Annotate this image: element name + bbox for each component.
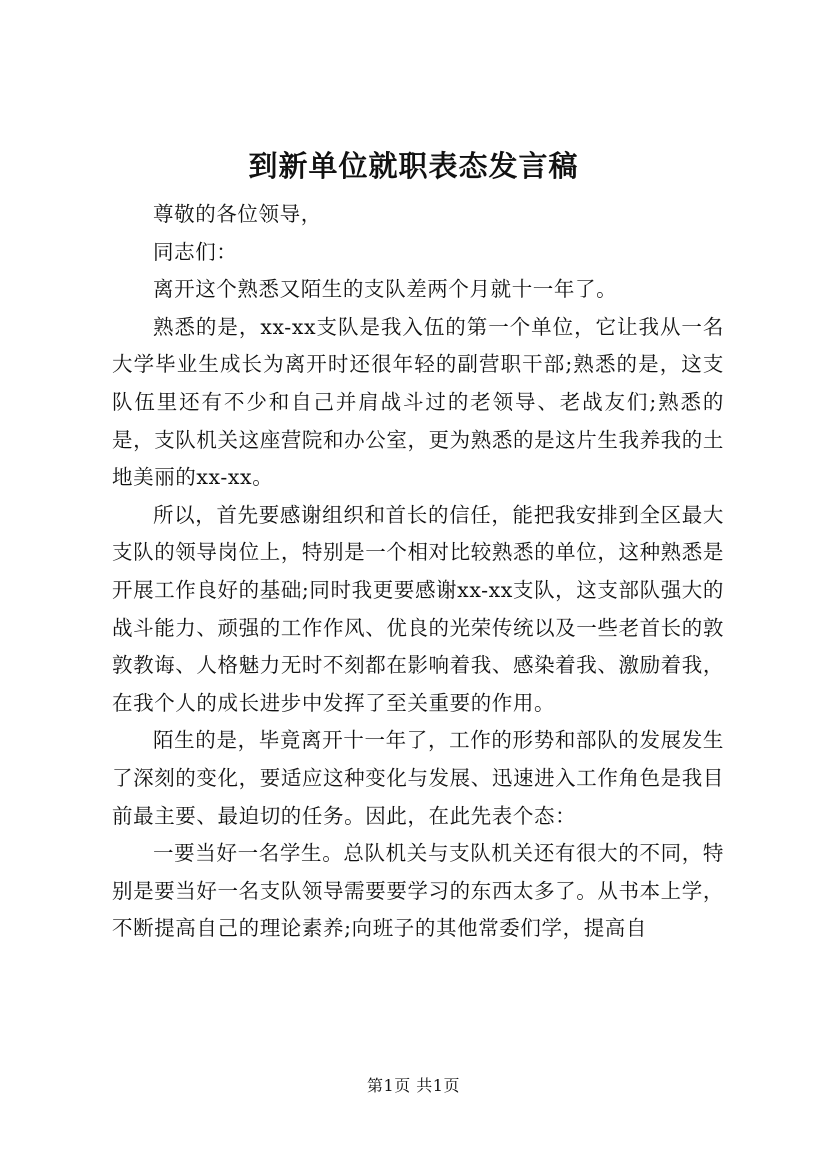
- document-title: 到新单位就职表态发言稿: [248, 149, 579, 183]
- body-paragraph: 熟悉的是，xx-xx支队是我入伍的第一个单位，它让我从一名大学毕业生成长为离开时还很年轻的副营职干部;熟悉的是，这支队伍里还有不少和自己并肩战斗过的老领导、老战友们;熟悉的是，支队机关这座营院和办公室，更为熟悉的是这片生我养我的土地美丽的xx-xx。: [112, 314, 724, 490]
- page-number-footer: 第1页 共1页: [367, 1076, 460, 1095]
- body-paragraph: 所以，首先要感谢组织和首长的信任，能把我安排到全区最大支队的领导岗位上，特别是一个相对比较熟悉的单位，这种熟悉是开展工作良好的基础;同时我更要感谢xx-xx支队，这支部队强大的战斗能力、顽强的工作作风、优良的光荣传统以及一些老首长的敦敦教诲、人格魅力无时不刻都在影响着我、感染着我、激励着我，在我个人的成长进步中发挥了至关重要的作用。: [112, 502, 724, 715]
- salutation-line: 同志们：: [153, 239, 238, 264]
- document-body: [112, 196, 724, 948]
- body-paragraph: 离开这个熟悉又陌生的支队差两个月就十一年了。: [153, 277, 618, 302]
- salutation-line: 尊敬的各位领导，: [153, 202, 322, 226]
- body-paragraph: 一要当好一名学生。总队机关与支队机关还有很大的不同，特别是要当好一名支队领导需要要学习的东西太多了。从书本上学，不断提高自己的理论素养;向班子的其他常委们学，提高自: [112, 841, 724, 941]
- body-paragraph: 陌生的是，毕竟离开十一年了，工作的形势和部队的发展发生了深刻的变化，要适应这种变化与发展、迅速进入工作角色是我目前最主要、最迫切的任务。因此，在此先表个态：: [112, 728, 724, 828]
